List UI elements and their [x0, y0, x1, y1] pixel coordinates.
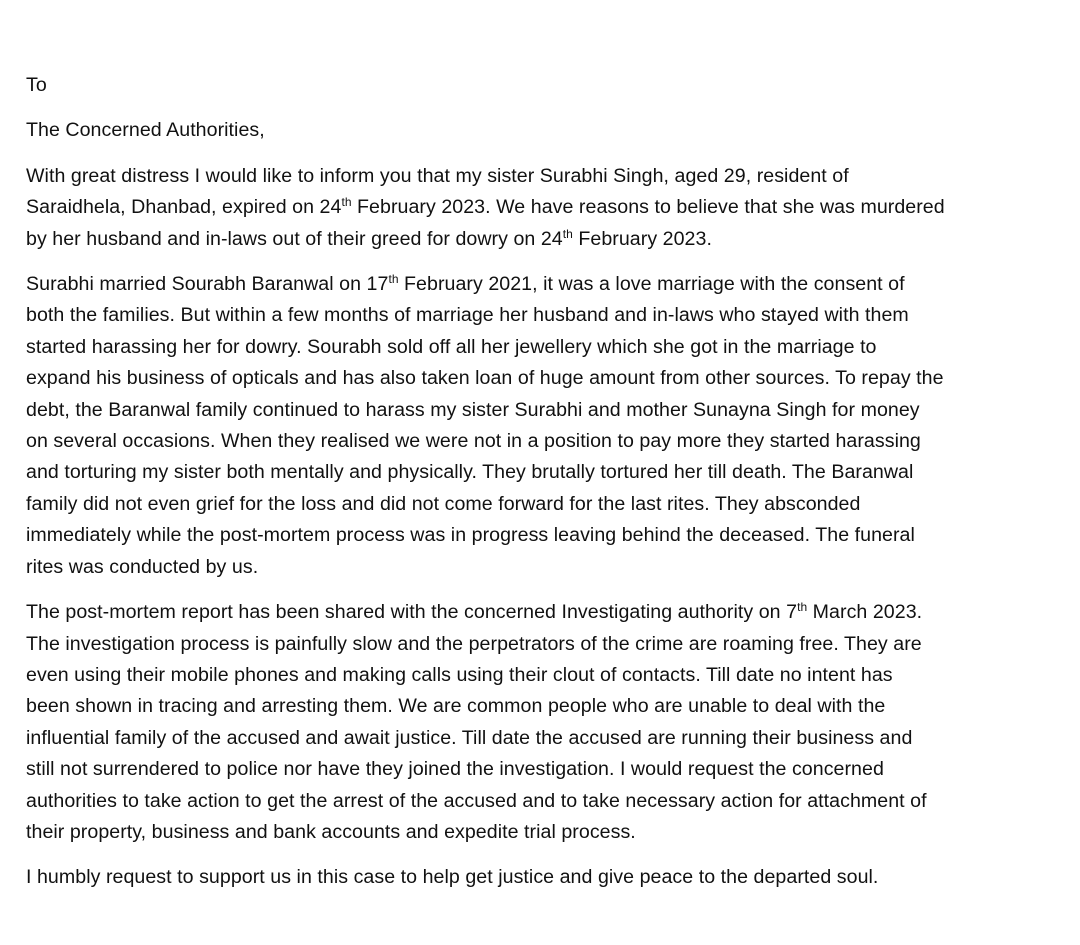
text-run: Surabhi married Sourabh Baranwal on 17 — [26, 273, 389, 296]
paragraph-line: With great distress I would like to inform you that my sister Surabhi Singh, aged 29, resident of — [26, 164, 849, 187]
paragraph-line: even using their mobile phones and making calls using their clout of contacts. Till date no intent has — [26, 663, 893, 686]
paragraph-line: influential family of the accused and await justice. Till date the accused are running their business and — [26, 726, 913, 749]
paragraph-line: been shown in tracing and arresting them. We are common people who are unable to deal with the — [26, 695, 886, 718]
text-run: March 2023. — [807, 601, 923, 624]
text-run: The post-mortem report has been shared with the concerned Investigating authority on 7 — [26, 601, 798, 624]
paragraph-line: immediately while the post-mortem process was in progress leaving behind the deceased. The funeral — [26, 524, 915, 547]
ordinal-suffix: th — [797, 600, 808, 615]
text-run: February 2023. — [572, 227, 712, 250]
ordinal-suffix: th — [388, 272, 399, 287]
paragraph-line: I humbly request to support us in this case to help get justice and give peace to the departed soul. — [26, 866, 879, 889]
paragraph-investigation — [26, 597, 1056, 848]
paragraph-line: The investigation process is painfully slow and the perpetrators of the crime are roaming free. They are — [26, 632, 922, 655]
text-run: by her husband and in-laws out of their greed for dowry on 24 — [26, 227, 563, 250]
paragraph-line: and torturing my sister both mentally and physically. They brutally tortured her till death. The Baranwal — [26, 461, 914, 484]
paragraph-background — [26, 269, 1056, 583]
addressee-text: The Concerned Authorities, — [26, 119, 265, 142]
addressee — [26, 115, 1056, 146]
paragraph-line — [26, 192, 1056, 223]
letter-body — [26, 70, 1056, 894]
paragraph-line — [26, 224, 1056, 255]
paragraph-line: rites was conducted by us. — [26, 555, 259, 578]
paragraph-line: both the families. But within a few months of marriage her husband and in-laws who stayed with them — [26, 304, 909, 327]
paragraph-closing-request — [26, 862, 1056, 893]
paragraph-line: authorities to take action to get the arrest of the accused and to take necessary action for attachment of — [26, 789, 927, 812]
paragraph-line: started harassing her for dowry. Sourabh sold off all her jewellery which she got in the marriage to — [26, 335, 877, 358]
ordinal-suffix: th — [341, 195, 352, 210]
paragraph-line: their property, business and bank accounts and expedite trial process. — [26, 820, 636, 843]
paragraph-line — [26, 597, 1056, 628]
salutation — [26, 70, 1056, 101]
paragraph-line: family did not even grief for the loss and did not come forward for the last rites. They absconded — [26, 492, 861, 515]
paragraph-line — [26, 269, 1056, 300]
text-run: Saraidhela, Dhanbad, expired on 24 — [26, 196, 342, 219]
ordinal-suffix: th — [562, 226, 573, 241]
text-run: February 2021, it was a love marriage with the consent of — [398, 273, 905, 296]
paragraph-line: on several occasions. When they realised we were not in a position to pay more they started harassing — [26, 430, 921, 453]
paragraph-intro — [26, 161, 1056, 255]
paragraph-line: still not surrendered to police nor have they joined the investigation. I would request the concerned — [26, 758, 884, 781]
salutation-text: To — [26, 74, 47, 96]
text-run: February 2023. We have reasons to believe that she was murdered — [351, 196, 945, 219]
paragraph-line: debt, the Baranwal family continued to harass my sister Surabhi and mother Sunayna Singh for money — [26, 398, 920, 421]
paragraph-line: expand his business of opticals and has also taken loan of huge amount from other sources. To repay the — [26, 367, 944, 390]
